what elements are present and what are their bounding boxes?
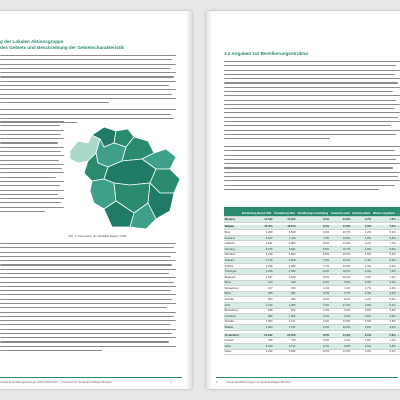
row-label: Schnifis bbox=[224, 297, 240, 303]
table-cell: 8,8% bbox=[330, 344, 351, 350]
table-cell: 13,9% bbox=[330, 235, 351, 241]
table-cell: ... bbox=[397, 217, 400, 221]
table-cell: 1,2% bbox=[351, 230, 372, 236]
table-cell: 7,7% bbox=[296, 263, 330, 269]
table-cell: ... bbox=[397, 350, 400, 354]
table-cell: 18,4% bbox=[330, 252, 351, 258]
table-cell: 8,0% bbox=[296, 349, 330, 355]
table-cell: 10,1% bbox=[330, 258, 351, 264]
row-label: Bludenz bbox=[224, 217, 240, 223]
table-cell: 1.305 bbox=[273, 302, 296, 308]
table-cell: 6,7% bbox=[330, 291, 351, 297]
table-cell: 3,0% bbox=[372, 325, 397, 331]
table-cell: 6,0% bbox=[372, 349, 397, 355]
table-cell: 2.452 bbox=[273, 269, 296, 275]
table-cell: ... bbox=[397, 236, 400, 240]
table-cell: 6,4% bbox=[296, 291, 330, 297]
table-cell: 9,2% bbox=[296, 269, 330, 275]
row-label: Walgau bbox=[224, 225, 240, 230]
table-cell: 9,6% bbox=[330, 314, 351, 320]
table-cell: 5,8% bbox=[330, 280, 351, 286]
table-cell: 2.447 bbox=[240, 274, 273, 280]
table-cell: 43.676 bbox=[273, 225, 296, 230]
table-cell: 0,7% bbox=[351, 217, 372, 223]
table-cell: 147 bbox=[240, 286, 273, 292]
table-cell: 6.276 bbox=[240, 246, 273, 252]
table-cell: 1,4% bbox=[351, 291, 372, 297]
table-cell: 2,1% bbox=[351, 333, 372, 338]
table-cell: 1,6% bbox=[351, 269, 372, 275]
table-cell: 6,3% bbox=[296, 230, 330, 236]
table-cell: 10,2% bbox=[330, 325, 351, 331]
heading-line-2: des Gebiets und Beschreibung der Gebietscharakteristik bbox=[0, 44, 125, 50]
table-cell: 6,6% bbox=[372, 246, 397, 252]
table-cell: 4,8% bbox=[372, 319, 397, 325]
table-cell: 1,6% bbox=[351, 225, 372, 230]
table-cell: 2,0% bbox=[351, 349, 372, 355]
gutter-shadow bbox=[206, 11, 212, 389]
table-cell: 24,5% bbox=[330, 217, 351, 223]
table-cell: ... bbox=[397, 333, 400, 337]
table-cell: 1.210 bbox=[240, 302, 273, 308]
table-cell: 3,9% bbox=[372, 308, 397, 314]
table-body bbox=[224, 217, 400, 355]
table-cell: 6,8% bbox=[296, 252, 330, 258]
table-cell: 5.248 bbox=[240, 252, 273, 258]
table-header-cell: Bevölkerungs-entwicklung bbox=[296, 207, 330, 217]
table-cell: 5,1% bbox=[372, 230, 397, 236]
table-cell: 4,1% bbox=[330, 286, 351, 292]
table-cell: 5,0% bbox=[372, 297, 397, 303]
table-cell: 3.980 bbox=[273, 241, 296, 247]
table-cell: 1,5% bbox=[351, 319, 372, 325]
table-cell: 23.550 bbox=[273, 333, 296, 338]
table-cell: 3,4% bbox=[372, 286, 397, 292]
table-cell: 6,1% bbox=[372, 302, 397, 308]
table-cell: ... bbox=[397, 225, 400, 229]
table-cell: ... bbox=[397, 292, 400, 296]
footer-text: Verein LEADER-Region Vorderland-Walgau-Bludenz bbox=[226, 380, 292, 384]
row-label: Frastanz bbox=[224, 235, 240, 241]
table-cell: 5,6% bbox=[372, 235, 397, 241]
row-label: Nüziders bbox=[224, 252, 240, 258]
row-label: Düns bbox=[224, 280, 240, 286]
table-cell: 2.398 bbox=[240, 263, 273, 269]
table-cell: 6,2% bbox=[296, 297, 330, 303]
table-cell: ... bbox=[397, 339, 400, 343]
section-heading: 1.2 Angaben zur Bevölkerungsstruktur bbox=[224, 51, 309, 56]
table-header-cell: Wander-ungsbilanz bbox=[372, 207, 397, 217]
row-label: Nenzing bbox=[224, 246, 240, 252]
table-cell: 5.603 bbox=[273, 252, 296, 258]
table-cell: 16,7% bbox=[330, 230, 351, 236]
table-cell: 6,5% bbox=[372, 344, 397, 350]
table-cell: ... bbox=[397, 281, 400, 285]
row-label: Bürserberg bbox=[224, 308, 240, 314]
table-cell: 1,8% bbox=[351, 235, 372, 241]
table-cell: 1.523 bbox=[240, 325, 273, 331]
table-cell: ... bbox=[397, 298, 400, 302]
table-cell: 6.811 bbox=[273, 246, 296, 252]
table-cell: 572 bbox=[273, 308, 296, 314]
table-cell: 0,7% bbox=[351, 286, 372, 292]
table-cell: 153 bbox=[273, 286, 296, 292]
map-side-text bbox=[0, 121, 64, 215]
table-cell: 13,3% bbox=[330, 349, 351, 355]
table-cell: ... bbox=[397, 303, 400, 307]
map-caption: Abb. 1: Gemeinden der LEADER-Region VWB bbox=[68, 234, 126, 238]
table-cell: 1,4% bbox=[351, 258, 372, 264]
table-cell: 4,4% bbox=[372, 280, 397, 286]
table-cell: 4,1% bbox=[296, 286, 330, 292]
row-label: Dünserberg bbox=[224, 286, 239, 290]
table-cell: 2.648 bbox=[273, 274, 296, 280]
row-label: Bludesch bbox=[224, 274, 240, 280]
table-cell: 7,0% bbox=[372, 225, 397, 230]
table-cell: ... bbox=[397, 344, 400, 348]
table-cell: 3.606 bbox=[273, 349, 296, 355]
table-cell: ... bbox=[397, 242, 400, 246]
table-cell: 3.309 bbox=[240, 230, 273, 236]
table-cell: 3.518 bbox=[273, 230, 296, 236]
table-cell: 7,6% bbox=[372, 269, 397, 275]
table-cell: 21.812 bbox=[240, 333, 273, 338]
heading-line-1: g der Lokalen Aktionsgruppe bbox=[0, 39, 64, 44]
intro-paragraph bbox=[0, 55, 176, 127]
row-label: Innerbraz bbox=[224, 314, 240, 320]
population-paragraph-2 bbox=[224, 146, 400, 193]
table-cell: 1.131 bbox=[273, 319, 296, 325]
table-cell: 1,8% bbox=[351, 302, 372, 308]
table-cell: 6,0% bbox=[296, 217, 330, 223]
table-cell: 14,0% bbox=[330, 241, 351, 247]
table-cell: 1,3% bbox=[351, 263, 372, 269]
table-cell: 7.110 bbox=[273, 235, 296, 241]
table-cell: 1,8% bbox=[351, 338, 372, 344]
table-cell: 7,3% bbox=[372, 217, 397, 223]
table-cell: 20,4% bbox=[330, 274, 351, 280]
table-cell: 15.204 bbox=[273, 217, 296, 223]
table-cell: 853 bbox=[240, 297, 273, 303]
table-header-cell: Bevölkerung 2031 bbox=[273, 207, 296, 217]
population-paragraph-1 bbox=[224, 61, 400, 142]
table-cell: 982 bbox=[240, 314, 273, 320]
row-label: Fraxern bbox=[224, 338, 240, 344]
table-cell: 3.621 bbox=[240, 241, 273, 247]
table-header-row bbox=[224, 207, 400, 217]
table-cell: 8,0% bbox=[296, 225, 330, 230]
table-cell: 548 bbox=[240, 308, 273, 314]
table-cell: 1.064 bbox=[240, 319, 273, 325]
table-cell: 2.929 bbox=[273, 258, 296, 264]
table-cell: ... bbox=[397, 230, 400, 234]
row-label: Klaus bbox=[224, 349, 240, 355]
table-cell: 7,7% bbox=[372, 241, 397, 247]
table-cell: 9,1% bbox=[296, 344, 330, 350]
table-cell: 9,9% bbox=[296, 241, 330, 247]
table-cell: 3,5% bbox=[372, 314, 397, 320]
table-cell: 2,2% bbox=[351, 241, 372, 247]
row-label: Vorderland bbox=[224, 333, 239, 337]
table-cell: 6.617 bbox=[240, 235, 273, 241]
table-cell: 19,7% bbox=[330, 246, 351, 252]
section-heading bbox=[0, 39, 190, 50]
table-cell: 6,4% bbox=[372, 258, 397, 264]
row-label: Göfis bbox=[224, 344, 240, 350]
table-cell: 4,0% bbox=[372, 338, 397, 344]
table-cell: 6,3% bbox=[296, 319, 330, 325]
table-cell: 439 bbox=[273, 280, 296, 286]
table-cell: 413 bbox=[240, 280, 273, 286]
table-row bbox=[224, 349, 400, 355]
table-cell: 18,0% bbox=[330, 269, 351, 275]
table-cell: 0,2% bbox=[351, 325, 372, 331]
table-cell: ... bbox=[397, 286, 400, 290]
row-label: Thüringen bbox=[224, 269, 240, 275]
table-cell: 5,9% bbox=[372, 333, 397, 338]
row-label: Schnifis bbox=[224, 319, 240, 325]
table-cell: 1,2% bbox=[351, 297, 372, 303]
table-cell: 5,3% bbox=[372, 252, 397, 258]
table-cell: ... bbox=[397, 309, 400, 313]
table-cell: 3.340 bbox=[240, 349, 273, 355]
table-cell: 749 bbox=[273, 338, 296, 344]
table-cell: ... bbox=[397, 270, 400, 274]
table-cell: 8,5% bbox=[296, 246, 330, 252]
table-cell: 0,5% bbox=[351, 308, 372, 314]
body-paragraph bbox=[0, 243, 176, 354]
table-cell: 9,3% bbox=[330, 308, 351, 314]
region-map bbox=[64, 123, 186, 231]
footer-rule bbox=[216, 377, 398, 378]
table-cell: 906 bbox=[273, 297, 296, 303]
table-cell: 3.731 bbox=[273, 344, 296, 350]
table-cell: ... bbox=[397, 264, 400, 268]
gutter-shadow bbox=[186, 11, 192, 389]
population-table bbox=[224, 207, 400, 355]
page-number: 5 bbox=[216, 380, 218, 384]
table-cell: ... bbox=[397, 275, 400, 279]
table-header-cell bbox=[224, 207, 240, 217]
table-cell: 7,9% bbox=[296, 302, 330, 308]
table-header-cell: Bevölkerung absolut 2021 bbox=[240, 207, 273, 217]
table-cell: 6,4% bbox=[372, 263, 397, 269]
row-label: Bürs bbox=[224, 230, 240, 236]
row-label: Dalaas bbox=[224, 325, 240, 331]
table-cell: 2,6% bbox=[351, 344, 372, 350]
table-cell: ... bbox=[397, 258, 400, 262]
table-cell: 14,0% bbox=[330, 319, 351, 325]
left-page bbox=[0, 11, 192, 389]
table-cell: 7,2% bbox=[372, 274, 397, 280]
table-cell: ... bbox=[397, 314, 400, 318]
table-cell: 1,9% bbox=[351, 280, 372, 286]
table-cell: 358 bbox=[240, 291, 273, 297]
table-cell: ... bbox=[397, 326, 400, 330]
table-cell: 17,9% bbox=[330, 225, 351, 230]
table-cell: 14,4% bbox=[330, 333, 351, 338]
table-cell: 40.454 bbox=[240, 225, 273, 230]
right-page bbox=[206, 11, 400, 389]
footer-rule bbox=[0, 377, 182, 378]
table-cell: 381 bbox=[273, 291, 296, 297]
table-cell: 4,1% bbox=[296, 314, 330, 320]
table-cell: 708 bbox=[240, 338, 273, 344]
table-cell: 14.342 bbox=[240, 217, 273, 223]
table-cell: 1.022 bbox=[273, 314, 296, 320]
table-cell: 8,0% bbox=[296, 333, 330, 338]
row-label: Satteins bbox=[224, 258, 240, 264]
table-cell: 1,9% bbox=[351, 246, 372, 252]
table-cell: 5,0% bbox=[372, 291, 397, 297]
page-number: 4 bbox=[170, 380, 172, 384]
table-cell: 4,4% bbox=[296, 308, 330, 314]
table-cell: 7,4% bbox=[296, 235, 330, 241]
row-label: Ludesch bbox=[224, 241, 240, 247]
table-cell: 7,8% bbox=[296, 258, 330, 264]
table-cell: 5,8% bbox=[296, 338, 330, 344]
table-cell: ... bbox=[397, 253, 400, 257]
table-cell: 6,3% bbox=[296, 280, 330, 286]
table-cell: 0,6% bbox=[351, 314, 372, 320]
footer-text: Lokale Entwicklungsstrategie (LES) 2023-2027 – Förderverein Vorderland Walgau Bludenz bbox=[0, 380, 113, 384]
table-cell: ... bbox=[397, 247, 400, 251]
table-cell: 2.583 bbox=[273, 263, 296, 269]
row-label: Schlins bbox=[224, 263, 240, 269]
table-cell: ... bbox=[397, 320, 400, 324]
table-cell: 1,0% bbox=[351, 274, 372, 280]
table-cell: 3,2% bbox=[296, 325, 330, 331]
table-header-cell: Geburten-bilanz bbox=[351, 207, 372, 217]
table-cell: 1.571 bbox=[273, 325, 296, 331]
table-cell: 8,2% bbox=[330, 297, 351, 303]
table-cell: 2.716 bbox=[240, 258, 273, 264]
table-cell: 8,2% bbox=[296, 274, 330, 280]
table-cell: 13,3% bbox=[330, 263, 351, 269]
table-cell: 2.246 bbox=[240, 269, 273, 275]
row-label: GVS bbox=[224, 302, 240, 308]
table-cell: 3.420 bbox=[240, 344, 273, 350]
table-cell: 1,5% bbox=[351, 252, 372, 258]
table-cell: 6,1% bbox=[330, 338, 351, 344]
table-header-cell: ... bbox=[396, 207, 400, 217]
row-label: Röns bbox=[224, 291, 240, 297]
table-cell: 17,4% bbox=[330, 302, 351, 308]
table-header-cell: Ausländer-anteil bbox=[330, 207, 351, 217]
